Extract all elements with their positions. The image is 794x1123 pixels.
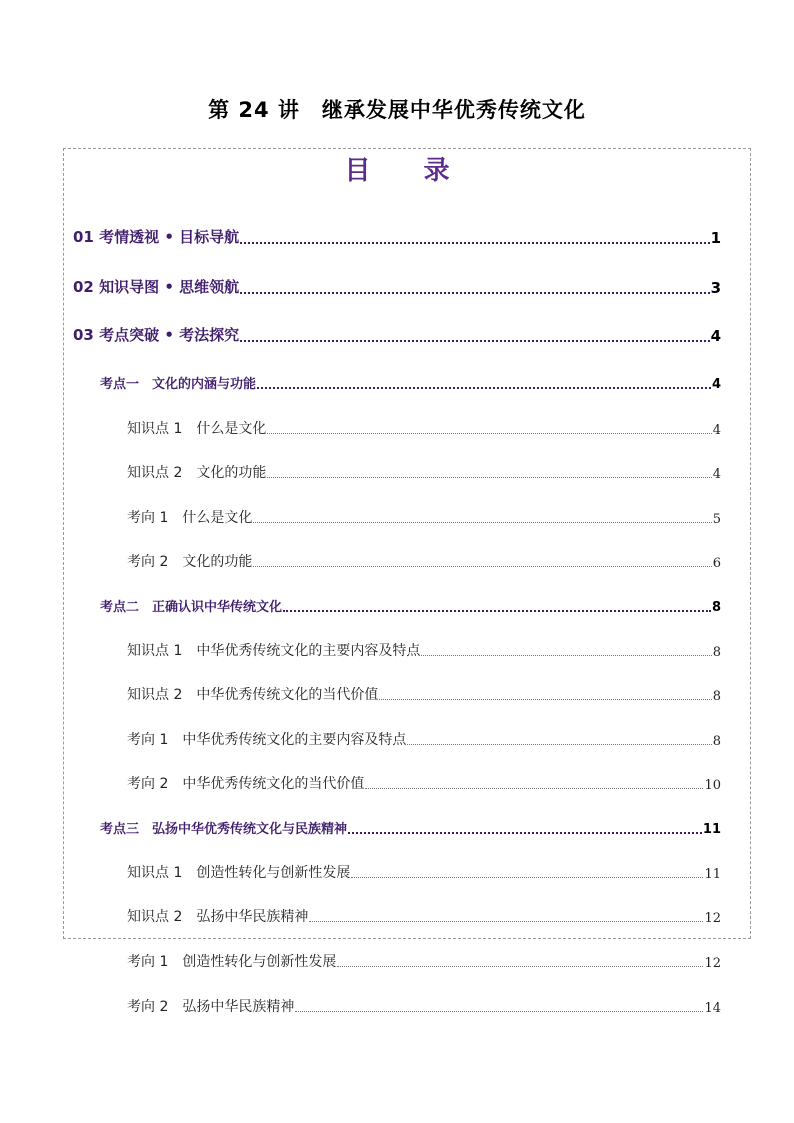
toc-entry-page: 8	[712, 734, 721, 749]
toc-entry-label: 考点一 文化的内涵与功能	[100, 377, 257, 392]
dot-leader	[348, 831, 702, 834]
toc-entry-label: 考向 1 中华优秀传统文化的主要内容及特点	[127, 732, 407, 748]
dot-leader	[421, 654, 711, 656]
toc-entry-page: 1	[710, 229, 721, 247]
toc-entry-page: 8	[712, 689, 721, 704]
dot-leader	[257, 386, 711, 389]
toc-entry[interactable]	[127, 507, 721, 527]
dot-leader	[240, 291, 709, 294]
dot-leader	[267, 476, 711, 478]
toc-entry-label: 考向 2 文化的功能	[127, 554, 253, 570]
toc-entry[interactable]	[73, 226, 721, 247]
toc-entry-page: 11	[704, 867, 721, 882]
toc-entry-label: 考向 1 创造性转化与创新性发展	[127, 954, 337, 970]
toc-entry[interactable]	[73, 276, 721, 297]
toc-entry-page: 6	[712, 556, 721, 571]
toc-entry[interactable]	[127, 684, 721, 704]
toc-entry-label: 考向 2 弘扬中华民族精神	[127, 999, 295, 1015]
toc-entry[interactable]	[127, 729, 721, 749]
dot-leader	[283, 609, 711, 612]
toc-entry-page: 4	[710, 327, 721, 345]
toc-entry-label: 考向 2 中华优秀传统文化的当代价值	[127, 776, 365, 792]
toc-entry-label: 考点二 正确认识中华传统文化	[100, 600, 283, 615]
toc-entry-page: 8	[711, 600, 721, 615]
dot-leader	[351, 876, 703, 878]
toc-entry[interactable]	[73, 324, 721, 345]
toc-heading: 目 录	[344, 156, 472, 186]
toc-entry-label: 知识点 1 中华优秀传统文化的主要内容及特点	[127, 643, 421, 659]
dot-leader	[379, 698, 711, 700]
toc-entry-page: 8	[712, 645, 721, 660]
toc-entry-label: 知识点 2 文化的功能	[127, 465, 267, 481]
toc-entry[interactable]	[127, 951, 721, 971]
toc-entry[interactable]	[100, 596, 721, 615]
toc-entry-label: 02 知识导图 • 思维领航	[73, 278, 240, 296]
dot-leader	[309, 920, 703, 922]
dot-leader	[253, 565, 711, 567]
toc-entry-page: 5	[712, 512, 721, 527]
dot-leader	[337, 965, 703, 967]
toc-entry[interactable]	[127, 862, 721, 882]
dot-leader	[240, 339, 709, 342]
toc-entry[interactable]	[127, 773, 721, 793]
dot-leader	[295, 1010, 703, 1012]
toc-entry[interactable]	[127, 418, 721, 438]
toc-entry[interactable]	[100, 818, 721, 837]
dot-leader	[365, 787, 703, 789]
dot-leader	[253, 521, 711, 523]
toc-entry[interactable]	[127, 996, 721, 1016]
toc-entry-page: 4	[712, 423, 721, 438]
toc-entry-page: 12	[704, 956, 721, 971]
toc-entry-label: 知识点 2 弘扬中华民族精神	[127, 909, 309, 925]
dot-leader	[267, 432, 711, 434]
toc-entry-page: 11	[702, 822, 721, 837]
dot-leader	[240, 241, 709, 244]
toc-entry-page: 4	[711, 377, 721, 392]
toc-entry[interactable]	[100, 373, 721, 392]
toc-entry-label: 知识点 1 什么是文化	[127, 421, 267, 437]
toc-entry-page: 3	[710, 279, 721, 297]
toc-entry[interactable]	[127, 462, 721, 482]
dot-leader	[407, 743, 711, 745]
toc-entry-label: 03 考点突破 • 考法探究	[73, 326, 240, 344]
toc-entry-label: 知识点 2 中华优秀传统文化的当代价值	[127, 687, 379, 703]
toc-entry-page: 4	[712, 467, 721, 482]
toc-entry-page: 12	[704, 911, 721, 926]
toc-entry[interactable]	[127, 551, 721, 571]
toc-entry-label: 考点三 弘扬中华优秀传统文化与民族精神	[100, 822, 348, 837]
toc-entry-label: 知识点 1 创造性转化与创新性发展	[127, 865, 351, 881]
toc-entry-label: 01 考情透视 • 目标导航	[73, 228, 240, 246]
page-title: 第 24 讲 继承发展中华优秀传统文化	[208, 98, 586, 122]
toc-entry-page: 10	[704, 778, 721, 793]
toc-entry-label: 考向 1 什么是文化	[127, 510, 253, 526]
toc-entry-page: 14	[704, 1001, 721, 1016]
toc-entry[interactable]	[127, 640, 721, 660]
toc-entry[interactable]	[127, 906, 721, 926]
